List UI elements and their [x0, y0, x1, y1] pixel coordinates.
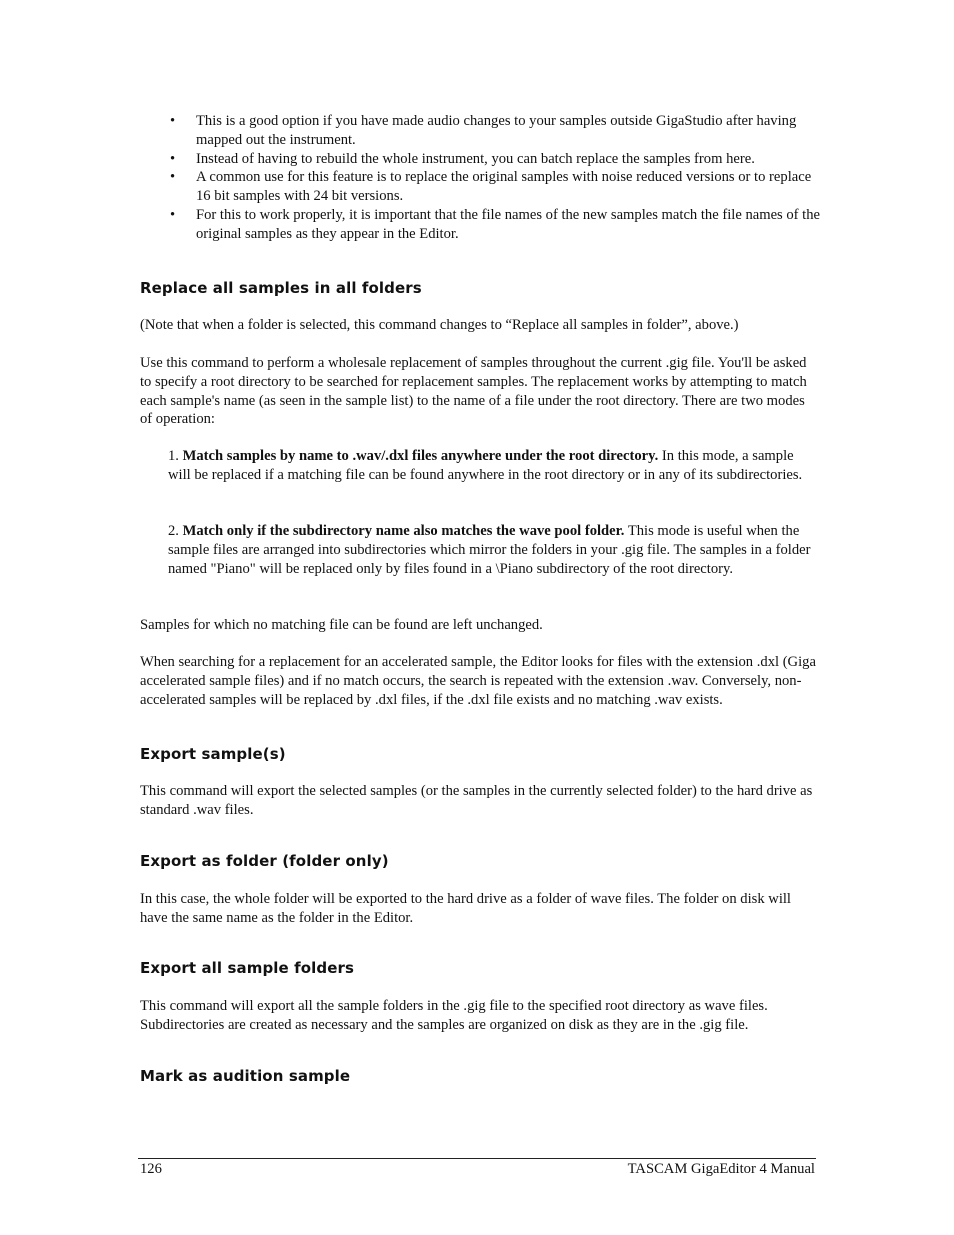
bullet-icon: •	[170, 206, 176, 223]
mode-title: Match samples by name to .wav/.dxl files anywhere under the root directory.	[182, 448, 659, 464]
unchanged-paragraph: Samples for which no matching file can be found are left unchanged.	[140, 617, 543, 633]
section-heading-replace-all: Replace all samples in all folders	[140, 279, 422, 297]
export-all-text: This command will export all the sample folders in the .gig file to the specified root directory as wave files. Subdirectories are created as necessary and the samples are organized on disk as they are in the .gig file.	[140, 998, 768, 1033]
export-samples-text: This command will export the selected samples (or the samples in the currently selected folder) to the hard drive as standard .wav files.	[140, 783, 813, 818]
page-number: 126	[140, 1161, 162, 1177]
bullet-icon: •	[170, 169, 176, 186]
list-item	[170, 206, 820, 244]
bullet-icon: •	[170, 113, 176, 129]
replace-all-intro: Use this command to perform a wholesale replacement of samples throughout the current .gig file. You'll be asked to specify a root directory to be searched for replacement samples. The replacement works by attempting to match each sample's name (as seen in the sample list) to the name of a file under the root directory. There are two modes of operation:	[140, 355, 807, 428]
mode-item-1	[168, 447, 818, 485]
accelerated-paragraph: When searching for a replacement for an accelerated sample, the Editor looks for files with the extension .dxl (Giga accelerated sample files) and if no match occurs, the search is repeated with the extension .wav. Conversely, non-accelerated samples will be replaced by .dxl files, if the .dxl file exists and no matching .wav exists.	[140, 654, 816, 708]
footer-title: TASCAM GigaEditor 4 Manual	[627, 1161, 815, 1177]
list-item	[170, 112, 820, 150]
bullet-text: For this to work properly, it is important that the file names of the new samples match the file names of the original samples as they appear in the Editor.	[196, 206, 821, 242]
mode-title: Match only if the subdirectory name also matches the wave pool folder.	[182, 523, 625, 539]
bullet-icon: •	[170, 150, 176, 167]
section-heading-export-folder: Export as folder (folder only)	[140, 852, 389, 870]
mode-number: 1.	[168, 448, 179, 464]
footer-divider	[138, 1158, 816, 1159]
replace-all-note: (Note that when a folder is selected, this command changes to “Replace all samples in folder”, above.)	[140, 317, 739, 333]
list-item	[170, 168, 820, 206]
mode-text: In this mode, a sample will be replaced if a matching file can be found anywhere in the root directory or in any of its subdirectories.	[168, 448, 803, 483]
mode-item-2	[168, 522, 818, 578]
bullet-text: This is a good option if you have made audio changes to your samples outside GigaStudio after having mapped out the instrument.	[196, 113, 797, 148]
bullet-list	[170, 112, 820, 244]
section-heading-mark-audition: Mark as audition sample	[140, 1067, 351, 1085]
section-heading-export-all: Export all sample folders	[140, 959, 355, 977]
section-heading-export-samples: Export sample(s)	[140, 745, 286, 763]
bullet-text: Instead of having to rebuild the whole instrument, you can batch replace the samples from here.	[196, 150, 755, 167]
list-item	[170, 150, 820, 169]
bullet-text: A common use for this feature is to replace the original samples with noise reduced versions or to replace 16 bit samples with 24 bit versions.	[196, 169, 812, 205]
mode-text: This mode is useful when the sample files are arranged into subdirectories which mirror the folders in your .gig file. The samples in a folder named "Piano" will be replaced only by files found in a \Piano subdirectory of the root directory.	[168, 523, 811, 577]
export-folder-text: In this case, the whole folder will be exported to the hard drive as a folder of wave files. The folder on disk will have the same name as the folder in the Editor.	[140, 891, 791, 926]
mode-number: 2.	[168, 523, 179, 539]
